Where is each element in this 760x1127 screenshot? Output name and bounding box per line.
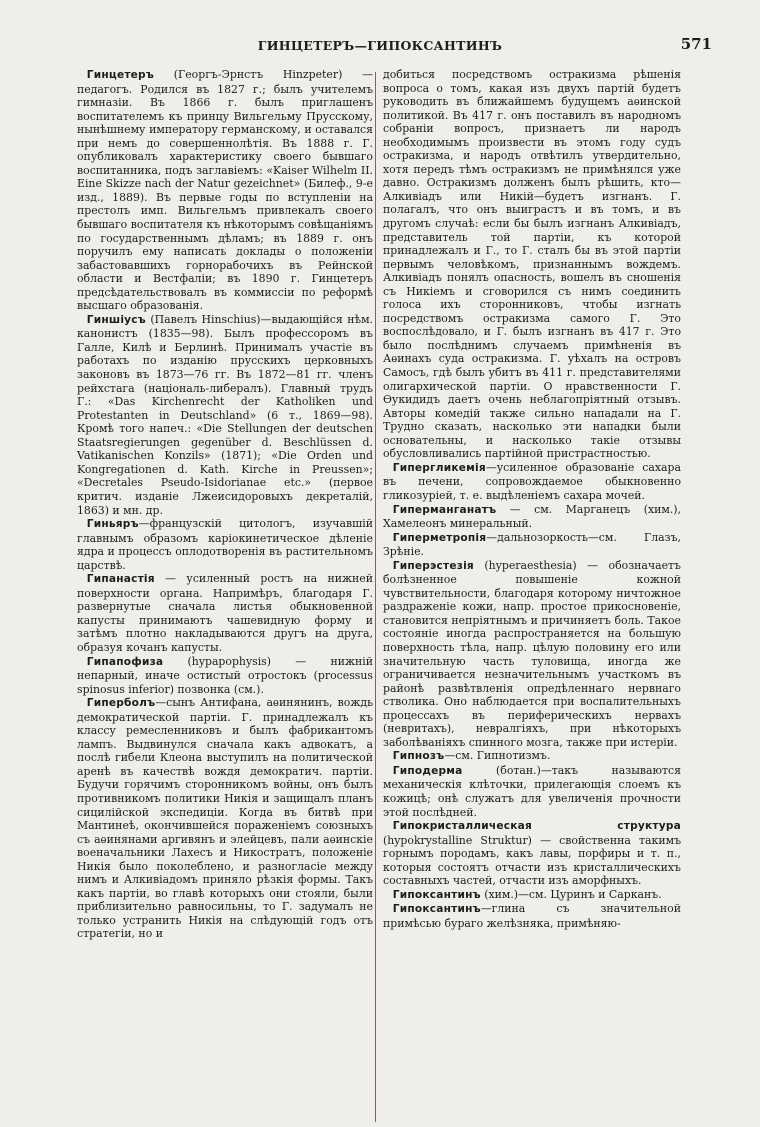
- entry-text: (ботан.)—такъ называются механическія клѣточки, прилегающія слоемъ къ кожицѣ; онѣ служатъ для увеличенія прочности этой послѣдней.: [383, 763, 681, 819]
- entry-hypoxanthine: [383, 888, 681, 903]
- entry-hyperbolus: [77, 696, 373, 941]
- entry-guignard: [77, 517, 373, 572]
- headword: Гиншіусъ: [86, 313, 146, 326]
- entry-hypocrystalline: [383, 819, 681, 888]
- headword: Гинцетеръ: [86, 69, 154, 81]
- entry-hyponastia: [77, 572, 373, 654]
- entry-hypoxanthine-clay: [383, 902, 681, 930]
- entry-text: (хим.)—см. Цуринъ и Сарканъ.: [480, 887, 662, 901]
- entry-text: — см. Марганецъ (хим.), Хамелеонъ минеральный.: [383, 502, 681, 531]
- running-title: ГИНЦЕТЕРЪ—ГИПОКСАНТИНЪ: [257, 38, 503, 53]
- entry-hyperaesthesia: [383, 559, 681, 750]
- headword: Гипоксантинъ: [392, 888, 481, 901]
- entry-hyperglycemia: [383, 461, 681, 503]
- headword: Гиперманганатъ: [392, 503, 497, 516]
- entry-text: —сынъ Антифана, аѳинянинъ, вождь демократической партіи. Г. принадлежалъ къ классу ремесленниковъ и былъ фабрикантомъ лампъ. Выдвинулся сначала какъ адвокатъ, а послѣ гибели Клеона выступилъ на политической аренѣ въ качествѣ вождя демократич. партіи. Будучи горячимъ сторонникомъ войны, онъ былъ противникомъ политики Никія и защищалъ планъ сицилійской экспедиціи. Когда въ битвѣ при Мантинеѣ, окончившейся пораженіемъ союзныхъ съ аѳинянами аргивянъ и элейцевъ, пали аѳинскіе военачальники Лахесъ и Никостратъ, положеніе Никія было поколеблено, и разногласіе между нимъ и Алкивіадомъ приняло рѣзкія формы. Такъ какъ партіи, во главѣ которыхъ они стояли, были приблизительно равносильны, то Г. задумалъ не только устранить Никія на слѣдующій годъ отъ стратегіи, но и: [77, 696, 373, 941]
- headword: Гипнозъ: [392, 750, 445, 763]
- column-divider: [375, 72, 376, 1122]
- entry-text: (hypapophysis) — нижній непарный, иначе остистый отростокъ (processus spinosus inferior) позвонка (см.).: [77, 654, 373, 696]
- headword: Гипергликемія: [392, 461, 486, 474]
- right-column: [383, 68, 681, 930]
- headword: Гиньяръ: [86, 518, 139, 531]
- headword: Гиподерма: [392, 764, 463, 777]
- headword: Гиперэстезія: [392, 559, 474, 572]
- entry-text: — усиленный ростъ на нижней поверхности органа. Напримѣръ, благодаря Г. развернутые сначала листья обыкновенной капусты принимаютъ чашевидную форму и затѣмъ плотно накладываются другъ на друга, образуя кочанъ капусты.: [77, 572, 373, 654]
- headword: Гиперболъ: [86, 697, 156, 710]
- headword: Гиперметропія: [392, 531, 487, 544]
- entry-text: добиться посредствомъ остракизма рѣшенія вопроса о томъ, какая изъ двухъ партій будетъ руководить въ ближайшемъ будущемъ аѳинской политикой. Въ 417 г. онъ поставилъ въ народномъ собраніи вопросъ, признаетъ ли народъ необходимымъ произвести въ этомъ году судъ остракизма, и народъ отвѣтилъ утвердительно, хотя передъ тѣмъ остракизмъ не примѣнялся уже давно. Остракизмъ долженъ былъ рѣшить, кто—Алкивіадъ или Никій—будетъ изгнанъ. Г. полагалъ, что онъ выигрaстъ и въ томъ, и въ другомъ случаѣ: если бы былъ изгнанъ Алкивіадъ, представитель той партіи, къ которой принадлежалъ и Г., то Г. сталъ бы въ этой партіи первымъ человѣкомъ, признаннымъ вождемъ. Алкивіадъ понялъ опасность, вошелъ въ сношенія съ Никіемъ и сговорился съ нимъ соединить голоса ихъ сторонниковъ, чтобы изгнать посредствомъ остракизма самого Г. Это воспослѣдовало, и Г. былъ изгнанъ въ 417 г. Это было послѣднимъ случаемъ примѣненія въ Аѳинахъ суда остракизма. Г. уѣхалъ на островъ Самосъ, гдѣ былъ убитъ въ 411 г. представителями олигархической партіи. О нравственности Г. Ѳукидидъ даетъ очень неблагопріятный отзывъ. Авторы комедій также сильно нападали на Г. Трудно сказать, насколько эти нападки были основательны, и насколько такіе отзывы обусловливались партійной пристрастностью.: [383, 68, 681, 461]
- headword: Гипокристаллическая структура: [392, 820, 681, 833]
- entry-hypapophysis: [77, 655, 373, 697]
- page-number: 571: [680, 35, 712, 53]
- headword: Гипоксантинъ: [392, 903, 481, 916]
- headword: Гипапофиза: [86, 655, 164, 668]
- entry-text: —усиленное образованіе сахара въ печени, сопровождаемое обыкновенно гликозуріей, т. е. выдѣленіемъ сахара мочей.: [383, 460, 681, 502]
- headword: Гипанастія: [86, 573, 155, 586]
- entry-text: (Георгъ-Эрнстъ Hinzpeter) — педагогъ. Родился въ 1827 г.; былъ учителемъ гимназіи. Въ 1866 г. былъ приглашенъ воспитателемъ къ принцу Вильгельму Прусскому, нынѣшнему императору германскому, и оставался при немъ до совершеннолѣтія. Въ 1888 г. Г. опубликовалъ характеристику своего бывшаго воспитанника, подъ заглавіемъ: «Kaiser Wilhelm II. Eine Skizze nach der Natur gezeichnet» (Билеф., 9-е изд., 1889). Въ первые годы по вступленіи на престолъ имп. Вильгельмъ привлекалъ своего бывшаго воспитателя къ нѣкоторымъ совѣщаніямъ по государственнымъ дѣламъ; въ 1889 г. онъ поручилъ ему написать доклады о положеніи забастовавшихъ горнорабочихъ въ Рейнской области и Вестфаліи; въ 1890 г. Гинцетеръ предсѣдательствовалъ въ коммиссіи по реформѣ высшаго образованія.: [77, 68, 373, 313]
- entry-hyperbolus-continued: [383, 68, 681, 461]
- entry-hinschius: [77, 313, 373, 517]
- left-column: [77, 68, 373, 941]
- entry-text: (hypokrystalline Struktur) — свойственна такимъ горнымъ породамъ, какъ лавы, порфиры и т. п., которыя состоятъ отчасти изъ кристаллическихъ составныхъ частей, отчасти изъ аморфныхъ.: [383, 833, 681, 888]
- running-header: [0, 35, 760, 60]
- entry-hypodermis: [383, 764, 681, 819]
- entry-text: —дальнозоркость—см. Глазъ, Зрѣніе.: [383, 530, 681, 559]
- entry-text: (Павелъ Hinschius)—выдающійся нѣм. канонистъ (1835—98). Былъ профессоромъ въ Галле, Килѣ и Берлинѣ. Принималъ участіе въ работахъ по изданію прусскихъ церковныхъ законовъ въ 1873—76 гг. Въ 1872—81 гг. членъ рейхстага (національ-либералъ). Главный трудъ Г.: «Das Kirchenrecht der Katholiken und Protestanten in Deutschland» (6 т., 1869—98). Кромѣ того напеч.: «Die Stellungen der deutschen Staatsregierungen gegenüber d. Beschlüssen d. Vatikanischen Konzils» (1871); «Die Orden und Kongregationen d. Kath. Kirche in Preussen»; «Decretales Pseudo-Isidorianae etc.» (первое критич. изданіе Лжеисидоровыхъ декреталій, 1863) и мн. др.: [77, 312, 373, 517]
- entry-ginzpeter: [77, 68, 373, 313]
- entry-text: (hyperaesthesia) — обозначаетъ болѣзненное повышеніе кожной чувствительности, благодаря которому ничтожное раздраженіе кожи, напр. простое прикосновеніе, становится непріятнымъ и причиняетъ боль. Такое состояніе иногда распространяется на большую поверхность тѣла, напр. цѣлую половину его или значительную часть туловища, иногда же ограничивается незначительнымъ участкомъ въ районѣ развѣтвленія опредѣленнаго нервнаго стволика. Оно наблюдается при воспалительныхъ процессахъ въ периферическихъ нервахъ (невритахъ), невралгіяхъ, при нѣкоторыхъ заболѣваніяхъ спинного мозга, также при истеріи.: [383, 558, 681, 749]
- entry-text: —см. Гипнотизмъ.: [444, 749, 551, 763]
- entry-text: —глина съ значительной примѣсью бураго желѣзняка, примѣняю-: [383, 902, 681, 930]
- entry-text: —французскій цитологъ, изучавшій главнымъ образомъ каріокинетическое дѣленіе ядра и процессъ оплодотворенія въ растительномъ царствѣ.: [77, 517, 373, 572]
- entry-hypermetropia: [383, 531, 681, 559]
- entry-permanganate: [383, 503, 681, 531]
- entry-hypnosis: [383, 749, 681, 764]
